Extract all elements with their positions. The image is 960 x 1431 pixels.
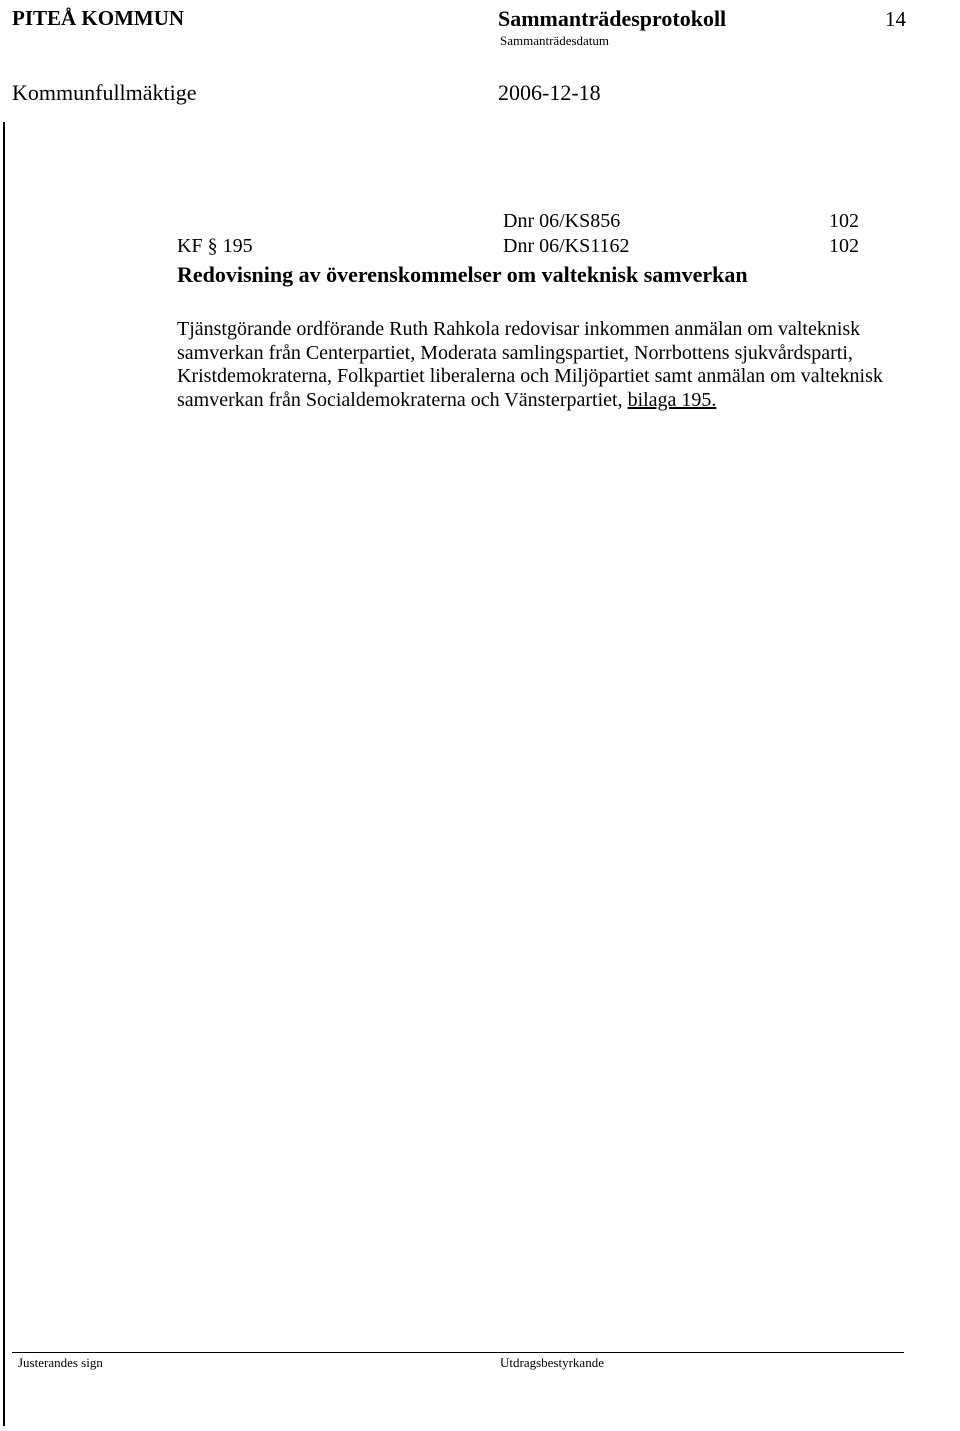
- meeting-date: 2006-12-18: [498, 80, 601, 105]
- attachment-reference: bilaga 195.: [627, 388, 717, 411]
- body-line-last: [177, 389, 960, 413]
- body-line: samverkan från Centerpartiet, Moderata samlingspartiet, Norrbottens sjukvårdsparti,: [177, 341, 853, 364]
- certification-label: Utdragsbestyrkande: [500, 1355, 604, 1370]
- reference-dnr-1: Dnr 06/KS856: [503, 210, 621, 232]
- paragraph-id: KF § 195: [177, 235, 253, 257]
- item-title: Redovisning av överenskommelser om valteknisk samverkan: [177, 262, 748, 287]
- body-line: Kristdemokraterna, Folkpartiet liberalerna och Miljöpartiet samt anmälan om valteknisk: [177, 365, 883, 387]
- organization-name: PITEÅ KOMMUN: [12, 6, 185, 30]
- reference-dnr-2: Dnr 06/KS1162: [503, 235, 630, 257]
- meeting-date-label: Sammanträdesdatum: [500, 33, 610, 48]
- item-body: [177, 318, 960, 412]
- left-margin-rule: [3, 122, 5, 1426]
- body-line-text: samverkan från Socialdemokraterna och Vänsterpartiet,: [177, 388, 628, 411]
- reference-number-2: 102: [829, 235, 859, 257]
- footer-rule: [12, 1352, 904, 1353]
- reference-number-1: 102: [829, 210, 859, 232]
- body-line: Tjänstgörande ordförande Ruth Rahkola redovisar inkommen anmälan om valteknisk: [177, 318, 861, 340]
- governing-body: Kommunfullmäktige: [12, 80, 197, 105]
- document-type: Sammanträdesprotokoll: [498, 6, 727, 31]
- page-number: 14: [885, 7, 906, 31]
- signature-label: Justerandes sign: [18, 1355, 103, 1370]
